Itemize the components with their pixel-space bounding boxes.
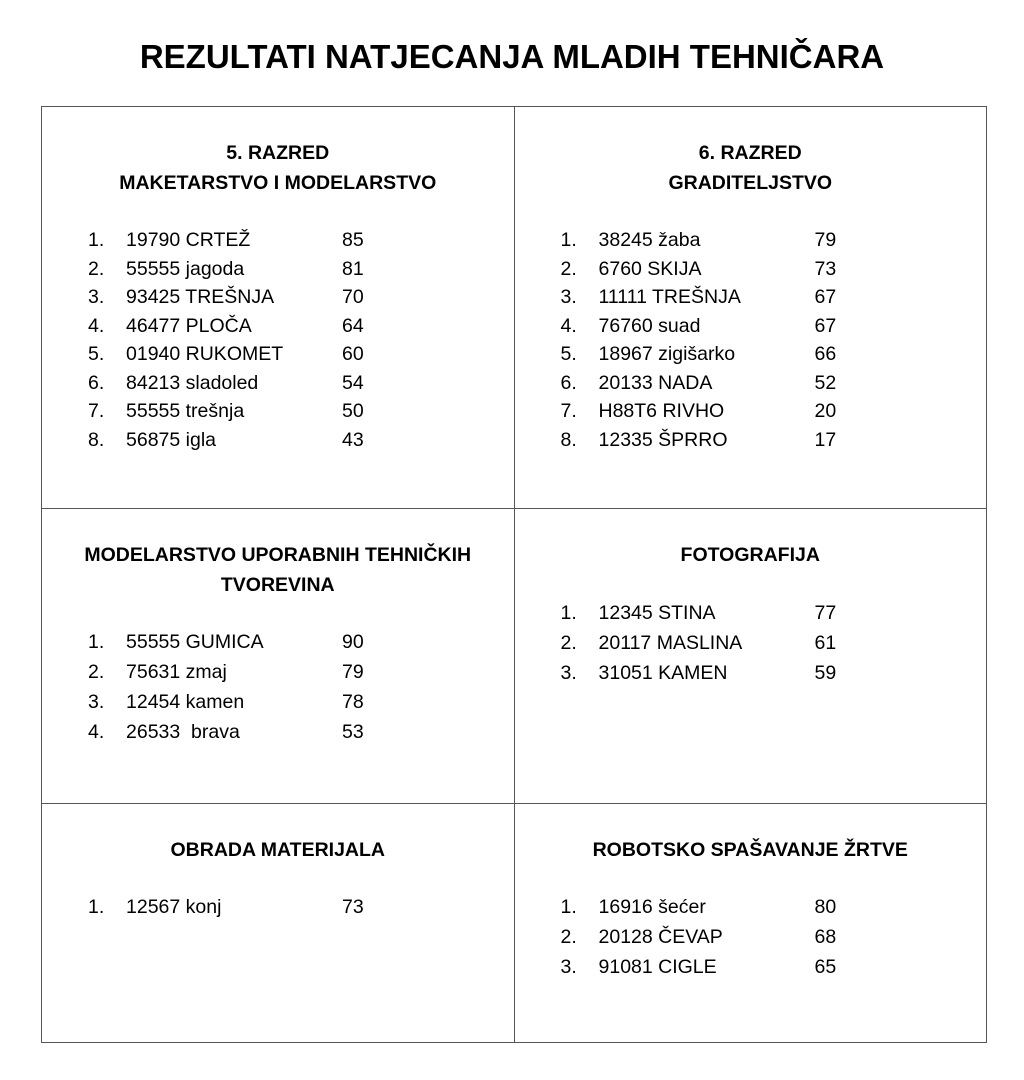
rank-number: 3.	[560, 956, 577, 978]
section-heading-line: TVOREVINA	[220, 574, 335, 596]
section-razred5	[42, 107, 515, 509]
rank-number: 8.	[560, 428, 577, 451]
entry-score: 78	[342, 691, 364, 713]
entry-code-name: 46477 PLOČA	[126, 314, 252, 337]
entry-code-name: 20133 NADA	[598, 371, 713, 394]
section-modelarstvo	[42, 509, 515, 804]
rank-number: 4.	[560, 314, 577, 337]
ranking-row	[42, 369, 514, 398]
rank-number: 8.	[88, 428, 105, 451]
entry-code-name: 11111 TREŠNJA	[598, 286, 741, 308]
entry-score: 73	[814, 257, 837, 280]
entry-code-name: 84213 sladoled	[126, 371, 259, 394]
rank-number: 3.	[560, 286, 577, 308]
entry-score: 64	[342, 314, 364, 337]
entry-score: 20	[814, 400, 837, 422]
ranking-row	[515, 598, 987, 628]
entry-score: 65	[814, 956, 837, 978]
entry-code-name: 18967 zigišarko	[598, 343, 736, 365]
entry-code-name: 26533 brava	[126, 721, 240, 743]
ranking-row	[42, 687, 514, 717]
ranking-row	[515, 397, 987, 426]
entry-code-name: 19790 CRTEŽ	[126, 229, 251, 251]
rank-number: 6.	[560, 371, 577, 394]
entry-code-name: 75631 zmaj	[126, 661, 227, 683]
section-heading	[515, 804, 987, 865]
ranking-row	[515, 952, 987, 982]
entry-code-name: 16916 šećer	[598, 896, 706, 918]
entry-score: 67	[814, 314, 837, 337]
section-heading-line: FOTOGRAFIJA	[680, 544, 820, 566]
rank-number: 7.	[560, 400, 577, 422]
section-heading-line: MAKETARSTVO I MODELARSTVO	[119, 172, 437, 194]
ranking-row	[515, 312, 987, 341]
rank-number: 6.	[88, 371, 105, 394]
entry-score: 50	[342, 400, 364, 422]
entry-code-name: 93425 TREŠNJA	[126, 286, 275, 308]
entry-code-name: 55555 trešnja	[126, 400, 245, 422]
page-title: REZULTATI NATJECANJA MLADIH TEHNIČARA	[139, 38, 885, 75]
rank-number: 4.	[88, 721, 105, 743]
entry-code-name: 91081 CIGLE	[598, 956, 717, 978]
rank-number: 1.	[88, 896, 105, 918]
ranking-row	[515, 369, 987, 398]
ranking-row	[515, 628, 987, 658]
section-obrada	[42, 804, 515, 1043]
entry-code-name: 20117 MASLINA	[598, 632, 743, 654]
entry-code-name: 76760 suad	[598, 314, 701, 337]
ranking-list	[515, 226, 987, 454]
section-robotsko	[514, 804, 987, 1043]
ranking-row	[42, 312, 514, 341]
section-heading-line: MODELARSTVO UPORABNIH TEHNIČKIH	[84, 544, 472, 566]
entry-score: 43	[342, 428, 364, 451]
entry-code-name: 20128 ČEVAP	[598, 926, 723, 948]
entry-score: 59	[814, 662, 837, 684]
rank-number: 5.	[560, 343, 577, 365]
ranking-row	[42, 226, 514, 255]
ranking-row	[515, 340, 987, 369]
entry-code-name: 12335 ŠPRRO	[598, 428, 728, 451]
ranking-row	[515, 922, 987, 952]
ranking-row	[42, 426, 514, 455]
section-razred6	[514, 107, 987, 509]
entry-score: 85	[342, 229, 364, 251]
entry-score: 17	[814, 428, 837, 451]
section-heading-line: 5. RAZRED	[226, 142, 330, 164]
entry-code-name: 56875 igla	[126, 428, 216, 451]
entry-score: 60	[342, 343, 364, 365]
ranking-row	[42, 657, 514, 687]
rank-number: 1.	[88, 631, 105, 653]
entry-score: 79	[814, 229, 837, 251]
entry-score: 77	[814, 602, 837, 624]
rank-number: 2.	[88, 661, 105, 683]
rank-number: 7.	[88, 400, 105, 422]
ranking-row	[42, 717, 514, 747]
ranking-row	[42, 627, 514, 657]
section-heading-line: ROBOTSKO SPAŠAVANJE ŽRTVE	[592, 839, 908, 861]
entry-code-name: 01940 RUKOMET	[126, 343, 284, 365]
entry-code-name: 38245 žaba	[598, 229, 701, 251]
section-heading-line: GRADITELJSTVO	[668, 172, 833, 194]
section-heading	[42, 804, 514, 865]
results-table	[41, 106, 987, 1043]
entry-score: 68	[814, 926, 837, 948]
section-heading	[515, 509, 987, 570]
ranking-row	[515, 255, 987, 284]
rank-number: 3.	[560, 662, 577, 684]
rank-number: 1.	[88, 229, 105, 251]
ranking-row	[515, 426, 987, 455]
entry-score: 80	[814, 896, 837, 918]
section-heading	[515, 107, 987, 198]
ranking-row	[42, 340, 514, 369]
entry-score: 61	[814, 632, 837, 654]
section-fotografija	[514, 509, 987, 804]
ranking-list	[515, 892, 987, 982]
ranking-list	[42, 627, 514, 747]
ranking-row	[515, 658, 987, 688]
section-heading	[42, 509, 514, 600]
section-heading	[42, 107, 514, 198]
rank-number: 1.	[560, 896, 577, 918]
rank-number: 2.	[560, 632, 577, 654]
entry-score: 54	[342, 371, 364, 394]
entry-score: 67	[814, 286, 837, 308]
ranking-row	[42, 283, 514, 312]
section-heading-line: 6. RAZRED	[698, 142, 802, 164]
ranking-list	[42, 892, 514, 922]
entry-code-name: 55555 GUMICA	[126, 631, 264, 653]
entry-code-name: 6760 SKIJA	[598, 257, 702, 280]
entry-score: 53	[342, 721, 364, 743]
rank-number: 3.	[88, 286, 105, 308]
ranking-row	[42, 255, 514, 284]
entry-score: 52	[814, 371, 837, 394]
rank-number: 4.	[88, 314, 105, 337]
entry-code-name: 12454 kamen	[126, 691, 245, 713]
ranking-row	[42, 892, 514, 922]
entry-score: 66	[814, 343, 837, 365]
rank-number: 5.	[88, 343, 105, 365]
ranking-row	[515, 283, 987, 312]
ranking-row	[515, 226, 987, 255]
ranking-row	[42, 397, 514, 426]
rank-number: 2.	[560, 257, 577, 280]
section-heading-line: OBRADA MATERIJALA	[170, 839, 385, 861]
entry-score: 81	[342, 257, 364, 280]
entry-code-name: 31051 KAMEN	[598, 662, 728, 684]
entry-score: 70	[342, 286, 364, 308]
rank-number: 1.	[560, 602, 577, 624]
entry-code-name: H88T6 RIVHO	[598, 400, 725, 422]
entry-code-name: 12567 konj	[126, 896, 222, 918]
ranking-row	[515, 892, 987, 922]
rank-number: 1.	[560, 229, 577, 251]
entry-score: 90	[342, 631, 364, 653]
rank-number: 2.	[560, 926, 577, 948]
rank-number: 3.	[88, 691, 105, 713]
ranking-list	[42, 226, 514, 454]
entry-code-name: 55555 jagoda	[126, 257, 245, 280]
ranking-list	[515, 598, 987, 688]
entry-code-name: 12345 STINA	[598, 602, 716, 624]
rank-number: 2.	[88, 257, 105, 280]
entry-score: 73	[342, 896, 364, 918]
entry-score: 79	[342, 661, 364, 683]
